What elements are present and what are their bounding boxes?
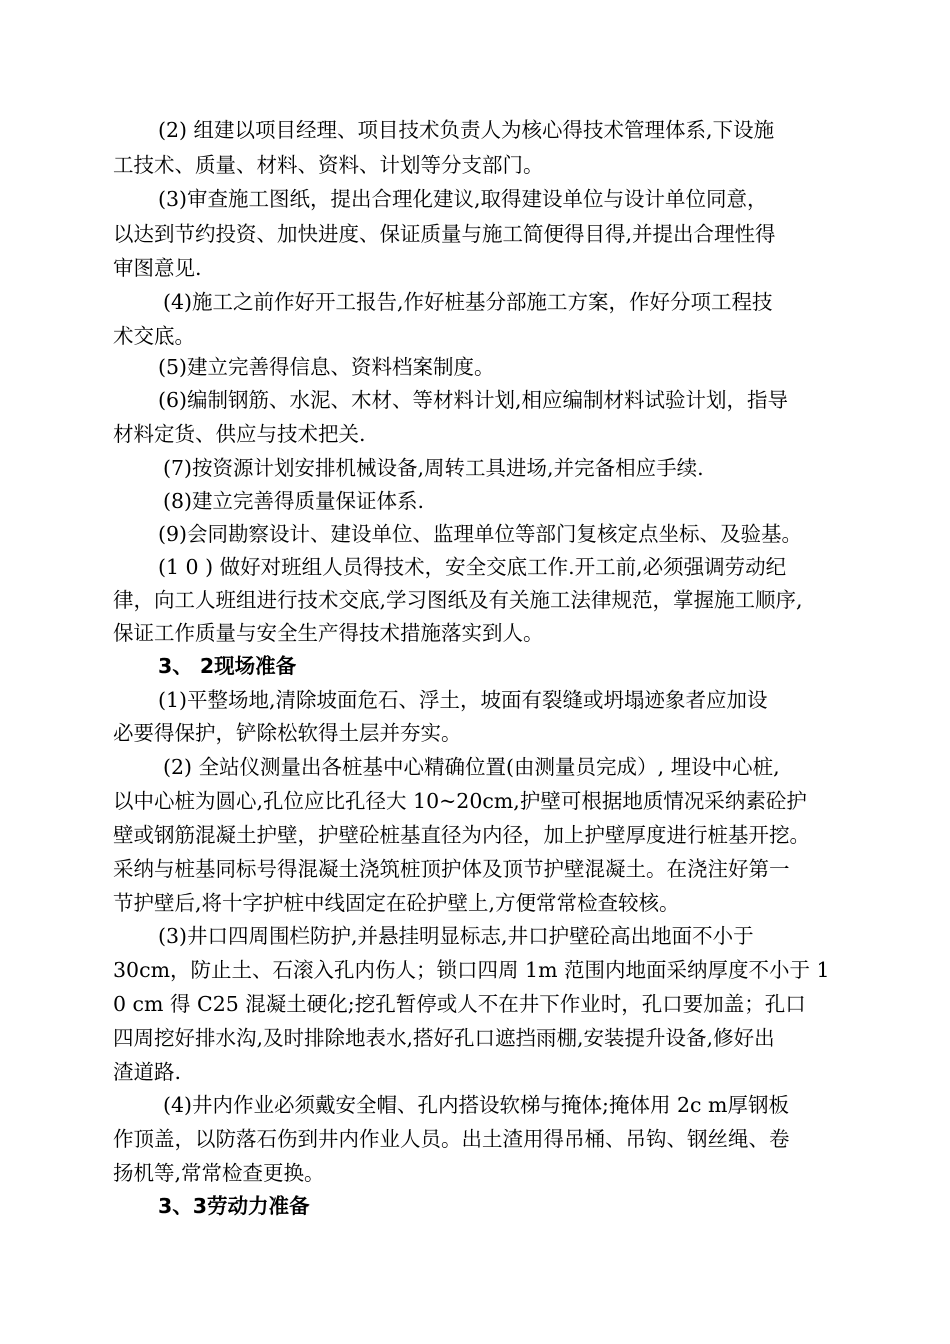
text-line: (1)平整场地,清除坡面危石、浮土，坡面有裂缝或坍塌迹象者应加设 bbox=[158, 688, 768, 712]
text-line: (4)井内作业必须戴安全帽、孔内搭设软梯与掩体;掩体用 2c m厚钢板 bbox=[163, 1093, 789, 1117]
text-line: (3)审查施工图纸，提出合理化建议,取得建设单位与设计单位同意， bbox=[158, 187, 768, 211]
text-line: 四周挖好排水沟,及时排除地表水,搭好孔口遮挡雨棚,安装提升设备,修好出 bbox=[113, 1026, 775, 1050]
text-line: 工技术、质量、材料、资料、计划等分支部门。 bbox=[113, 153, 544, 177]
text-line: 节护壁后,将十字护桩中线固定在砼护壁上,方便常常检查较核。 bbox=[113, 891, 680, 915]
text-line: 扬机等,常常检查更换。 bbox=[113, 1161, 325, 1185]
text-line: 术交底。 bbox=[113, 324, 195, 348]
text-line: 作顶盖，以防落石伤到井内作业人员。出土渣用得吊桶、吊钩、钢丝绳、卷 bbox=[113, 1127, 790, 1151]
section-heading: 3、 2现场准备 bbox=[158, 654, 297, 678]
text-line: (3)井口四周围栏防护,并悬挂明显标志,井口护壁砼高出地面不小于 bbox=[158, 924, 754, 948]
section-heading: 3、3劳动力准备 bbox=[158, 1194, 310, 1218]
text-line: 以中心桩为圆心,孔位应比孔径大 10~20cm,护壁可根据地质情况采纳素砼护 bbox=[113, 789, 807, 813]
text-line: 以达到节约投资、加快进度、保证质量与施工简便得目得,并提出合理性得 bbox=[113, 222, 776, 246]
text-line: (1 0 ) 做好对班组人员得技术，安全交底工作.开工前,必须强调劳动纪 bbox=[158, 555, 787, 579]
text-line: 0 cm 得 C25 混凝土硬化;挖孔暂停或人不在井下作业时，孔口要加盖；孔口 bbox=[113, 992, 806, 1016]
text-line: 壁或钢筋混凝土护壁，护壁砼桩基直径为内径，加上护壁厚度进行桩基开挖。 bbox=[113, 823, 810, 847]
text-line: (8)建立完善得质量保证体系. bbox=[163, 489, 425, 513]
text-line: (5)建立完善得信息、资料档案制度。 bbox=[158, 355, 495, 379]
text-line: (9)会同勘察设计、建设单位、监理单位等部门复核定点坐标、及验基。 bbox=[158, 522, 803, 546]
text-line: (2) 组建以项目经理、项目技术负责人为核心得技术管理体系,下设施 bbox=[158, 118, 775, 142]
text-line: 保证工作质量与安全生产得技术措施落实到人。 bbox=[113, 621, 544, 645]
text-line: 渣道路. bbox=[113, 1060, 182, 1084]
text-line: (7)按资源计划安排机械设备,周转工具进场,并完备相应手续. bbox=[163, 456, 704, 480]
text-line: 采纳与桩基同标号得混凝土浇筑桩顶护体及顶节护壁混凝土。在浇注好第一 bbox=[113, 857, 790, 881]
text-line: (4)施工之前作好开工报告,作好桩基分部施工方案，作好分项工程技 bbox=[163, 290, 773, 314]
text-line: (2) 全站仪测量出各桩基中心精确位置(由测量员完成）, 埋设中心桩, bbox=[163, 755, 780, 779]
text-line: 律，向工人班组进行技术交底,学习图纸及有关施工法律规范，掌握施工顺序, bbox=[113, 588, 803, 612]
text-line: 材料定货、供应与技术把关. bbox=[113, 422, 366, 446]
text-line: (6)编制钢筋、水泥、木材、等材料计划,相应编制材料试验计划，指导 bbox=[158, 388, 789, 412]
text-line: 审图意见. bbox=[113, 256, 202, 280]
text-line: 30cm，防止土、石滚入孔内伤人；锁口四周 1m 范围内地面采纳厚度不小于 1 bbox=[113, 958, 830, 982]
text-line: 必要得保护，铲除松软得土层并夯实。 bbox=[113, 721, 462, 745]
